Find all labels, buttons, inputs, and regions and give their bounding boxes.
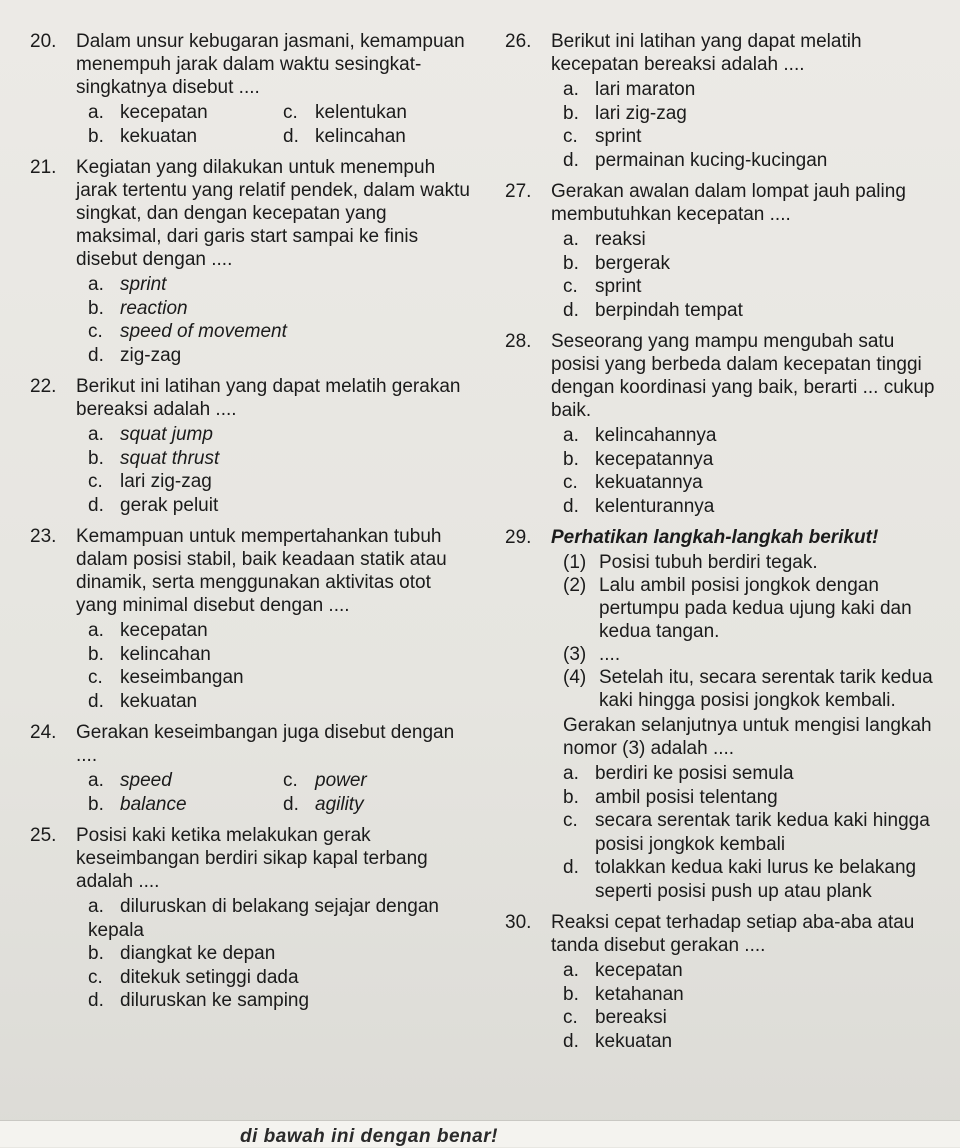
option-b[interactable]: b. lari zig-zag: [563, 102, 687, 124]
footer-instruction: di bawah ini dengan benar!: [240, 1126, 498, 1147]
option-a[interactable]: a. kecepatan: [563, 960, 683, 981]
question-stem: Posisi kaki ketika melakukan gerak keseimbangan berdiri sikap kapal terbang adalah ....: [76, 825, 428, 892]
options: [88, 273, 480, 367]
option-a[interactable]: a. berdiri ke posisi semula: [563, 763, 794, 784]
option-c[interactable]: c. power: [283, 770, 367, 791]
option-b[interactable]: b. bergerak: [563, 252, 670, 274]
option-b[interactable]: b. reaction: [88, 297, 188, 319]
option-d[interactable]: d. permainan kucing-kucingan: [563, 149, 828, 171]
question-number: 21.: [30, 157, 57, 178]
option-a[interactable]: a. sprint: [88, 274, 167, 295]
question-number: 26.: [505, 31, 532, 52]
question-number: 22.: [30, 376, 57, 397]
step-2: (2) Lalu ambil posisi jongkok dengan pertumpu pada kedua ujung kaki dan kedua tangan.: [563, 575, 912, 642]
options: [88, 101, 480, 148]
question-number: 25.: [30, 825, 57, 846]
options: [563, 228, 945, 322]
question-22: [30, 375, 480, 517]
step-1: (1) Posisi tubuh berdiri tegak.: [563, 552, 818, 573]
question-stem: Kemampuan untuk mempertahankan tubuh dalam posisi stabil, baik keadaan statik atau dinamik, serta menggunakan aktivitas otot yang minimal disebut dengan ....: [76, 526, 447, 616]
option-b[interactable]: b. balance: [88, 793, 187, 815]
question-number: 24.: [30, 722, 57, 743]
left-column: [30, 30, 480, 1021]
options: [563, 78, 945, 172]
option-d[interactable]: d. agility: [283, 793, 364, 815]
option-d[interactable]: d. gerak peluit: [88, 494, 219, 516]
option-a[interactable]: a. kecepatan: [88, 102, 208, 123]
question-stem: Seseorang yang mampu mengubah satu posisi yang berbeda dalam kecepatan tinggi dengan koordinasi yang baik, berarti ... cukup baik.: [551, 331, 935, 421]
step-4: (4) Setelah itu, secara serentak tarik kedua kaki hingga posisi jongkok kembali.: [563, 667, 933, 711]
option-c[interactable]: c. sprint: [563, 126, 642, 147]
option-d[interactable]: d. diluruskan ke samping: [88, 990, 310, 1011]
question-stem: Reaksi cepat terhadap setiap aba-aba atau tanda disebut gerakan ....: [551, 912, 915, 956]
option-b[interactable]: b. kekuatan: [88, 125, 198, 147]
option-b[interactable]: b. squat thrust: [88, 447, 220, 469]
option-b[interactable]: b. diangkat ke depan: [88, 943, 276, 964]
option-b[interactable]: b. ketahanan: [563, 983, 684, 1005]
option-b[interactable]: b. kelincahan: [88, 643, 211, 665]
question-stem: Kegiatan yang dilakukan untuk menempuh jarak tertentu yang relatif pendek, dalam waktu singkat, dan dengan kecepatan yang maksimal, dari garis start sampai ke finis disebut dengan ....: [76, 157, 470, 270]
options: [88, 769, 480, 816]
question-stem: Berikut ini latihan yang dapat melatih gerakan bereaksi adalah ....: [76, 376, 461, 420]
option-b[interactable]: b. kecepatannya: [563, 448, 714, 470]
followup-question: Gerakan selanjutnya untuk mengisi langkah nomor (3) adalah ....: [563, 715, 932, 759]
option-a[interactable]: a. reaksi: [563, 229, 646, 250]
question-stem: Gerakan awalan dalam lompat jauh paling membutuhkan kecepatan ....: [551, 181, 906, 225]
question-number: 27.: [505, 181, 532, 202]
question-30: [505, 911, 945, 1053]
option-d[interactable]: d. kekuatan: [563, 1030, 673, 1052]
question-27: [505, 180, 945, 322]
question-26: [505, 30, 945, 172]
step-3: (3) ....: [563, 644, 621, 665]
question-24: [30, 721, 480, 816]
option-b[interactable]: b. ambil posisi telentang: [563, 786, 778, 808]
question-number: 28.: [505, 331, 532, 352]
question-stem: Dalam unsur kebugaran jasmani, kemampuan menempuh jarak dalam waktu sesingkat-singkatnya disebut ....: [76, 31, 465, 98]
option-d[interactable]: d. zig-zag: [88, 344, 182, 366]
question-25: [30, 824, 480, 1013]
option-d[interactable]: d. kelincahan: [283, 125, 406, 147]
options: [563, 959, 945, 1053]
question-23: [30, 525, 480, 713]
option-c[interactable]: c. speed of movement: [88, 321, 287, 342]
question-stem: Gerakan keseimbangan juga disebut dengan ....: [76, 722, 455, 766]
options: [563, 762, 945, 903]
options: [88, 423, 480, 517]
option-d[interactable]: d. kelenturannya: [563, 495, 715, 517]
option-c[interactable]: c. keseimbangan: [88, 667, 244, 688]
options: [88, 619, 480, 713]
option-c[interactable]: c. bereaksi: [563, 1007, 667, 1028]
option-c[interactable]: c. sprint: [563, 276, 642, 297]
options: [88, 895, 480, 1013]
question-28: [505, 330, 945, 518]
option-a[interactable]: a. kelincahannya: [563, 425, 717, 446]
question-29: [505, 526, 945, 903]
option-a[interactable]: a. speed: [88, 770, 172, 791]
option-d[interactable]: d. tolakkan kedua kaki lurus ke belakang seperti posisi push up atau plank: [563, 857, 917, 902]
option-c[interactable]: c. kekuatannya: [563, 472, 703, 493]
question-20: [30, 30, 480, 148]
step-list: [563, 551, 945, 712]
option-a[interactable]: a. diluruskan di belakang sejajar dengan kepala: [88, 896, 440, 941]
question-number: 23.: [30, 526, 57, 547]
option-a[interactable]: a. lari maraton: [563, 79, 696, 100]
question-21: [30, 156, 480, 367]
option-c[interactable]: c. kelentukan: [283, 102, 407, 123]
option-c[interactable]: c. secara serentak tarik kedua kaki hingga posisi jongkok kembali: [563, 810, 930, 855]
option-c[interactable]: c. ditekuk setinggi dada: [88, 966, 299, 988]
options: [563, 424, 945, 518]
question-stem: Perhatikan langkah-langkah berikut!: [551, 527, 879, 548]
question-number: 30.: [505, 912, 532, 933]
question-number: 29.: [505, 527, 532, 548]
option-a[interactable]: a. kecepatan: [88, 620, 208, 641]
option-d[interactable]: d. berpindah tempat: [563, 299, 743, 321]
right-column: [505, 30, 945, 1061]
question-number: 20.: [30, 31, 57, 52]
option-c[interactable]: c. lari zig-zag: [88, 471, 212, 492]
option-a[interactable]: a. squat jump: [88, 424, 213, 445]
question-stem: Berikut ini latihan yang dapat melatih kecepatan bereaksi adalah ....: [551, 31, 862, 75]
option-d[interactable]: d. kekuatan: [88, 690, 198, 712]
